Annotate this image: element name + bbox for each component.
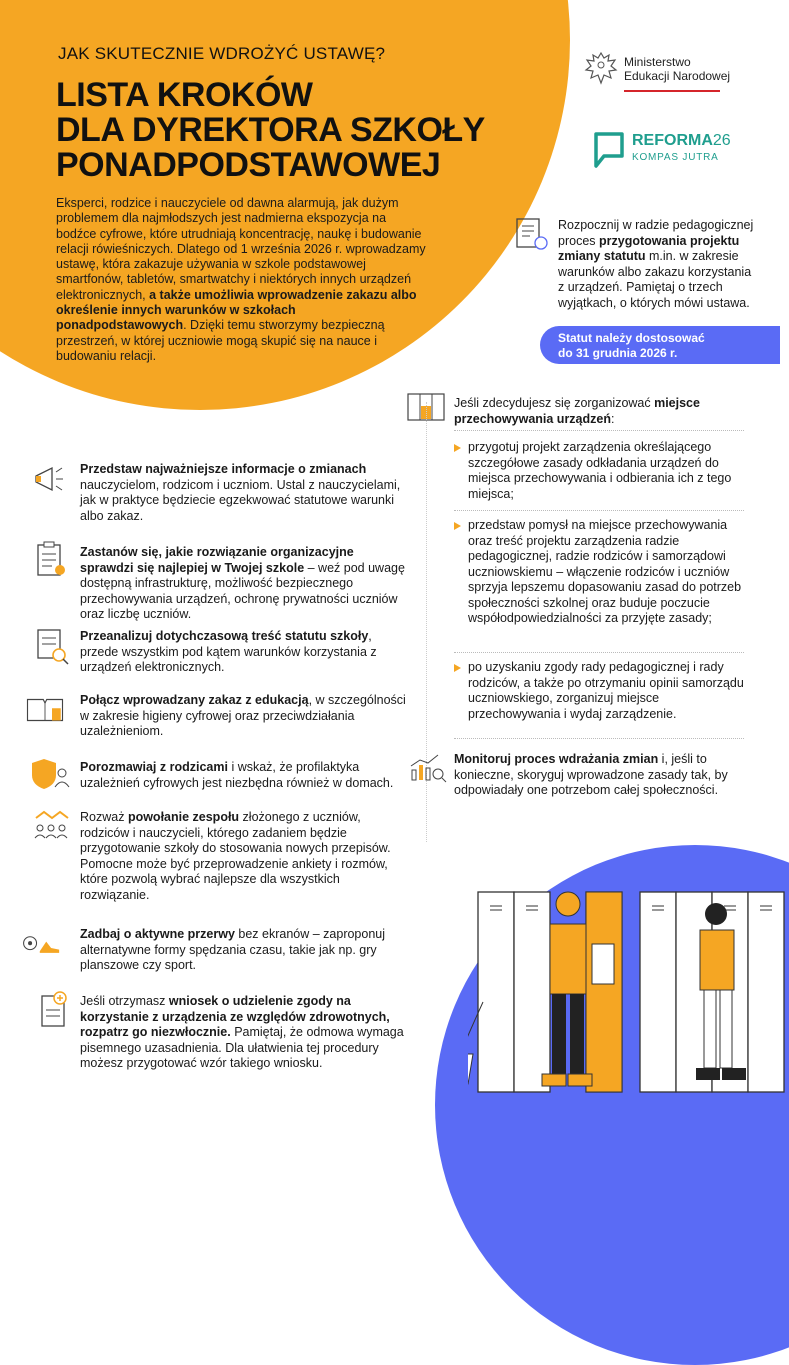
step-item: Rozważ powołanie zespołu złożonego z uczniów, rodziców i nauczycieli, którego zadaniem będzie przygotowanie szkoły do stosowania nowych przepisów. Pomocne może być przeprowadzenie ankiety i rozmów, które pozwolą wybrać najlepsze dla wszystkich rozwiązanie. bbox=[80, 810, 391, 902]
title-line-1: LISTA KROKÓW bbox=[56, 76, 313, 114]
clipboard-check-icon bbox=[30, 540, 72, 580]
step-item: Zastanów się, jakie rozwiązanie organizacyjne sprawdzi się najlepiej w Twojej szkole – weź pod uwagę dostępną infrastrukturę, możliwość bezpiecznego przechowywania urządzeń, ochronę prywatności uczniów oraz liczbę uczniów. bbox=[80, 545, 405, 621]
monitor-paragraph: Monitoruj proces wdrażania zmian i, jeśli to konieczne, skoryguj wprowadzone zasady tak, by odpowiadały one potrzebom całej społeczności. bbox=[454, 752, 728, 797]
chart-magnifier-icon bbox=[408, 752, 448, 784]
list-item: po uzyskaniu zgody rady pedagogicznej i rady rodziców, a także po otrzymaniu opinii samorządu uczniowskiego, zorganizuj miejsce przechowywania i wydaj zarządzenie. bbox=[454, 660, 754, 722]
step-item: Przedstaw najważniejsze informacje o zmianach nauczycielom, rodzicom i uczniom. Ustal z nauczycielami, jak w praktyce będziecie egzekwować statutowe warunki albo zakaz. bbox=[80, 462, 401, 523]
step-item: Jeśli otrzymasz wniosek o udzielenie zgody na korzystanie z urządzenia ze względów zdrowotnych, rozpatrz go niezwłocznie. Pamiętaj, że odmowa wymaga pisemnego uzasadnienia. Dla ułatwienia tej procedury możesz przygotować wzór takiego wniosku. bbox=[80, 994, 404, 1070]
statute-paragraph: Rozpocznij w radzie pedagogicznej proces przygotowania projektu zmiany statutu m.in. w zakresie warunków albo zakazu korzystania z urządzeń. Pamiętaj o trzech wyjątkach, o których mówi ustawa. bbox=[558, 218, 754, 310]
divider bbox=[454, 430, 744, 431]
step-item: Połącz wprowadzany zakaz z edukacją, w szczególności w zakresie higieny cyfrowej oraz przeciwdziałania uzależnieniom. bbox=[80, 693, 406, 738]
intro-paragraph: Eksperci, rodzice i nauczyciele od dawna alarmują, jak dużym problemem dla najmłodszych jest nadmierna ekspozycja na bodźce cyfrowe, które utrudniają koncentrację, naukę i budowanie relacji rówieśniczych. Dlatego od 1 września 2026 r. wprowadzamy ustawę, która zakazuje używania w szkole podstawowej smartfonów, tabletów, smartwatchy i niektórych innych urządzeń elektronicznych, a także umożliwia wprowadzenie zakazu albo określenie innych warunków w szkołach ponadpodstawowych. Dzięki temu stworzymy bezpieczną przestrzeń, w której uczniowie mogą skupić się na nauce i budowaniu relacji. bbox=[56, 196, 426, 363]
team-handshake-icon bbox=[30, 806, 72, 846]
bullet-marker bbox=[454, 664, 461, 672]
step-item: Przeanalizuj dotychczasową treść statutu szkoły, przede wszystkim pod kątem warunków korzystania z urządzeń elektronicznych. bbox=[80, 629, 377, 674]
compass-arrow-icon bbox=[592, 130, 626, 170]
lockers-illustration bbox=[468, 884, 789, 1119]
kicker: JAK SKUTECZNIE WDROŻYĆ USTAWĘ? bbox=[58, 44, 386, 63]
step-item: Porozmawiaj z rodzicami i wskaż, że profilaktyka uzależnień cyfrowych jest niezbędna również w domach. bbox=[80, 760, 394, 790]
sports-icon bbox=[22, 924, 64, 964]
eagle-icon bbox=[584, 50, 618, 86]
document-search-icon bbox=[30, 626, 72, 666]
page-title bbox=[56, 78, 496, 183]
storage-intro: Jeśli zdecydujesz się zorganizować miejsce przechowywania urządzeń: bbox=[454, 396, 700, 426]
reforma-logo bbox=[592, 130, 731, 170]
reforma-word: REFORMA bbox=[632, 132, 713, 149]
ministry-logo bbox=[584, 50, 744, 86]
deadline-badge: Statut należy dostosować do 31 grudnia 2026 r. bbox=[540, 326, 780, 364]
reforma-subtitle: KOMPAS JUTRA bbox=[632, 152, 719, 163]
shield-people-icon bbox=[30, 755, 72, 795]
medical-document-icon bbox=[30, 990, 72, 1030]
list-item: przedstaw pomysł na miejsce przechowywania oraz treść projektu zarządzenia radzie pedagogicznej, radzie rodziców i samorządowi uczniowskiemu – włączenie rodziców i uczniów sprzyja lepszemu dopasowaniu zasad do potrzeb społeczności szkolnej oraz buduje poczucie współodpowiedzialności za przyjęte zasady; bbox=[454, 518, 754, 627]
divider bbox=[454, 652, 744, 653]
title-line-2: DLA DYREKTORA SZKOŁY bbox=[56, 111, 485, 149]
ministry-name-line-2: Edukacji Narodowej bbox=[624, 69, 731, 83]
document-edit-icon bbox=[514, 216, 550, 254]
reforma-number: 26 bbox=[712, 132, 731, 149]
step-item: Zadbaj o aktywne przerwy bez ekranów – zaproponuj alternatywne formy spędzania czasu, takie jak np. gry planszowe czy sport. bbox=[80, 927, 386, 972]
megaphone-icon bbox=[30, 460, 72, 500]
ministry-name-line-1: Ministerstwo bbox=[624, 55, 691, 69]
divider bbox=[454, 510, 744, 511]
book-device-icon bbox=[24, 690, 66, 730]
divider bbox=[454, 738, 744, 739]
title-line-3: PONADPODSTAWOWEJ bbox=[56, 146, 441, 184]
bullet-marker bbox=[454, 444, 461, 452]
list-item: przygotuj projekt zarządzenia określającego szczegółowe zasady odkładania urządzeń do miejsca przechowywania i odbierania ich z tego miejsca; bbox=[454, 440, 754, 502]
bullet-marker bbox=[454, 522, 461, 530]
ministry-red-line bbox=[624, 90, 720, 92]
